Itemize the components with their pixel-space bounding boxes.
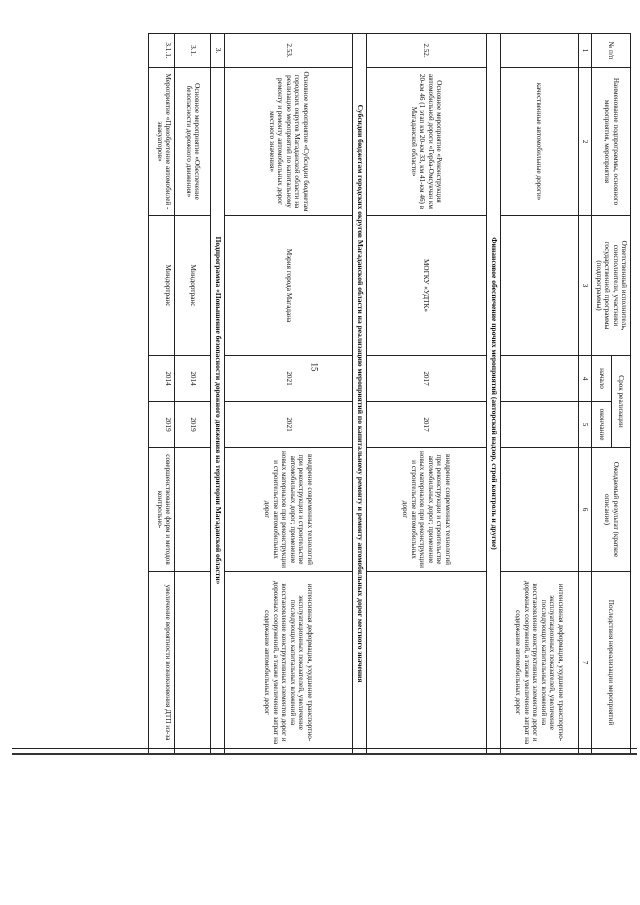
cell-name: Основное мероприятие «Реконструкция автомобильной дороги «Герба-Омсукчан км 20-км 46 (1 этап км 20-км 33, км 41-км 46) в Магаданской области» bbox=[366, 68, 486, 216]
header-consequences: Последствия нереализации мероприятий bbox=[592, 572, 631, 754]
cell-name: Мероприятие «Приобретение автомобилей - эвакуаторов» bbox=[149, 68, 175, 216]
header-executor: Ответственный исполнитель, соисполнители, участники государственной программы (подпрограммы) bbox=[592, 216, 631, 356]
table-row bbox=[224, 34, 352, 754]
cell-result: совершенствование форм и методов контрольно- bbox=[149, 448, 175, 572]
section-title: Подпрограмма «Повышение безопасности дорожного движения на территории Магаданской области» bbox=[211, 68, 225, 754]
col-number: 4 bbox=[578, 356, 591, 402]
cell-consequences: интенсивная деформация, ухудшение транспортно-эксплуатационных показателей, увеличение последующих капитальных вложений на восстановление конструктивных элементов дорог и дорожных сооружений, а также увеличение затрат на содержание автомобильных дорог bbox=[224, 572, 352, 754]
cell-result: внедрение современных технологий при реконструкции и строительстве автомобильных дорог; применение новых материалов при реконструкции и строительстве автомобильных дорог bbox=[224, 448, 352, 572]
cell-start: 2017 bbox=[366, 356, 486, 402]
section-title: Субсидии бюджетам городских округов Магаданской области на реализацию мероприятий по капитальному ремонту и ремонту автомобильных дорог местного значения bbox=[352, 34, 366, 754]
section-header-row bbox=[486, 34, 500, 754]
col-number: 2 bbox=[578, 68, 591, 216]
cell-consequences: увеличение вероятности возникновения ДТП из-за bbox=[149, 572, 175, 754]
col-number: 1 bbox=[578, 34, 591, 68]
cell-start: 2014 bbox=[175, 356, 211, 402]
header-start: начало bbox=[592, 356, 611, 402]
table-row bbox=[500, 34, 578, 754]
cell-consequences bbox=[175, 572, 211, 754]
col-number: 7 bbox=[578, 572, 591, 754]
table-row bbox=[149, 34, 175, 754]
cell-executor: Мэрия города Магадана bbox=[224, 216, 352, 356]
section-header-row bbox=[211, 34, 225, 754]
divider-line bbox=[12, 748, 637, 749]
section-title: Финансовое обеспечение прочих мероприятий (авторский надзор, строй контроль и другие) bbox=[486, 34, 500, 754]
cell-no: 2.52. bbox=[366, 34, 486, 68]
cell-executor: Миндортранс bbox=[175, 216, 211, 356]
column-number-row bbox=[578, 34, 591, 754]
cell-result bbox=[500, 448, 578, 572]
table-row bbox=[366, 34, 486, 754]
cell-start: 2014 bbox=[149, 356, 175, 402]
cell-no: 3.1.1. bbox=[149, 34, 175, 68]
header-result: Ожидаемый результат (краткое описание) bbox=[592, 448, 631, 572]
cell-end bbox=[500, 402, 578, 448]
cell-end: 2021 bbox=[224, 402, 352, 448]
cell-end: 2019 bbox=[175, 402, 211, 448]
col-number: 5 bbox=[578, 402, 591, 448]
cell-executor bbox=[500, 216, 578, 356]
cell-name: качественные автомобильные дороги» bbox=[500, 68, 578, 216]
col-number: 3 bbox=[578, 216, 591, 356]
cell-name: Основное мероприятие «Субсидии бюджетам городских округов Магаданской области на реализацию мероприятий по капитальному ремонту и ремонту автомобильных дорог местного значения» bbox=[224, 68, 352, 216]
cell-result: внедрение современных технологий при реконструкции и строительстве автомобильных дорог; применение новых материалов при реконструкции и строительстве автомобильных дорог bbox=[366, 448, 486, 572]
header-no: № п/п bbox=[592, 34, 631, 68]
cell-start: 2021 bbox=[224, 356, 352, 402]
cell-no: 3. bbox=[211, 34, 225, 68]
program-activities-table bbox=[148, 33, 631, 754]
header-row bbox=[611, 34, 630, 754]
cell-consequences bbox=[366, 572, 486, 754]
divider-line bbox=[12, 753, 637, 755]
cell-no: 3.1. bbox=[175, 34, 211, 68]
cell-end: 2017 bbox=[366, 402, 486, 448]
header-period: Срок реализации bbox=[611, 356, 630, 448]
cell-result bbox=[175, 448, 211, 572]
section-header-row bbox=[352, 34, 366, 754]
header-end: окончание bbox=[592, 402, 611, 448]
cell-no: 2.53. bbox=[224, 34, 352, 68]
table-row bbox=[175, 34, 211, 754]
col-number: 6 bbox=[578, 448, 591, 572]
cell-executor: Миндортранс bbox=[149, 216, 175, 356]
cell-start bbox=[500, 356, 578, 402]
cell-end: 2019 bbox=[149, 402, 175, 448]
page-number: 15 bbox=[309, 362, 320, 372]
document-page bbox=[93, 33, 631, 753]
cell-no bbox=[500, 34, 578, 68]
header-name: Наименование подпрограммы, основного мероприятия, мероприятия bbox=[592, 68, 631, 216]
cell-name: Основное мероприятие «Обеспечение безопасности дорожного движения» bbox=[175, 68, 211, 216]
cell-consequences: интенсивная деформация, ухудшение транспортно-эксплуатационных показателей, увеличение последующих капитальных вложений на восстановление конструктивных элементов дорог и дорожных сооружений, а также увеличение затрат на содержание автомобильных дорог bbox=[500, 572, 578, 754]
cell-executor: МОГКУ «УДТК» bbox=[366, 216, 486, 356]
